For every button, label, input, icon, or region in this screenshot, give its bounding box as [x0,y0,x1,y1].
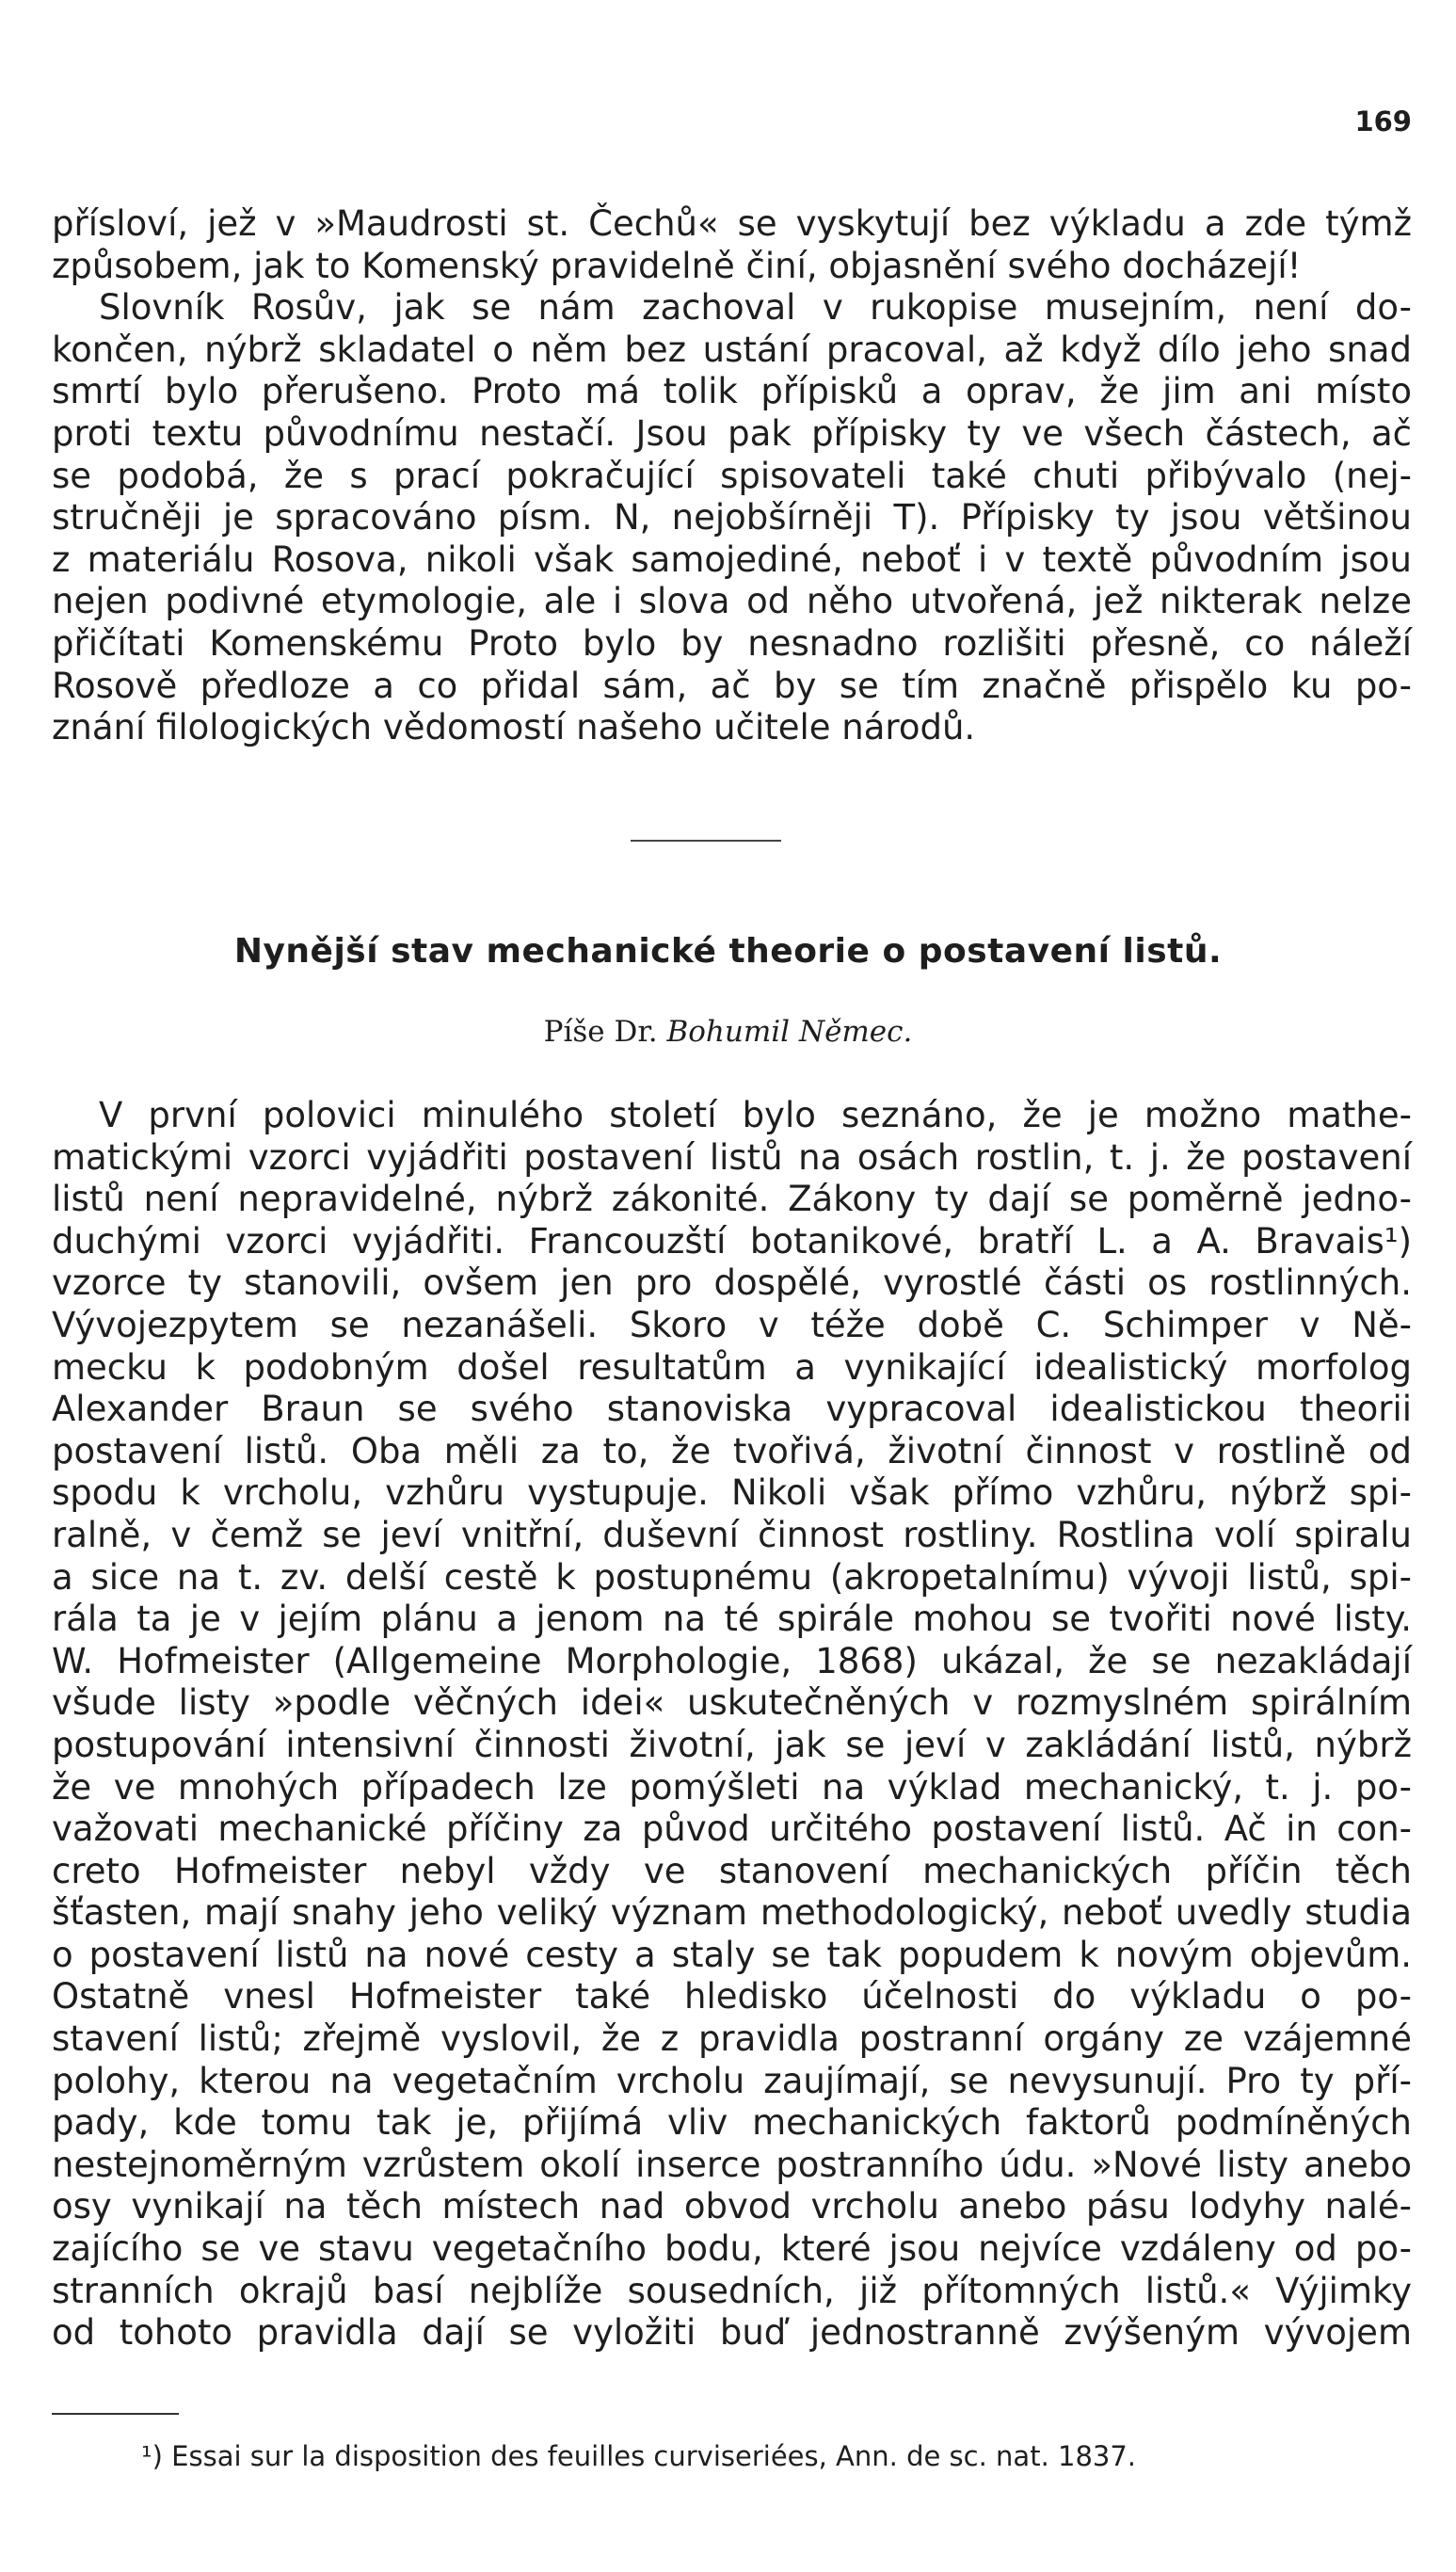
text-line: smrtí bylo přerušeno. Proto má tolik přípisků a oprav, že jim ani místo [52,371,1412,412]
text-line: nejen podivné etymologie, ale i slova od něho utvořená, jež nikterak nelze [52,581,1412,622]
text-line: Vývojezpytem se nezanášeli. Skoro v téže době C. Schimper v Ně- [52,1304,1412,1345]
text-line: stranních okrajů basí nejblíže sousedních, již přítomných listů.« Výjimky [52,2270,1412,2311]
text-line: se podobá, že s prací pokračující spisovateli také chuti přibývalo (nej- [52,455,1412,496]
text-line: všude listy »podle věčných idei« uskutečněných v rozmyslném spirálním [52,1682,1412,1724]
text-line: creto Hofmeister nebyl vždy ve stanovení mechanických příčin těch [52,1850,1412,1891]
text-line: postupování intensivní činnosti životní, jak se jeví v zakládání listů, nýbrž [52,1724,1412,1765]
text-line: vzorce ty stanovili, ovšem jen pro dospělé, vyrostlé části os rostlinných. [52,1262,1412,1304]
text-line: listů není nepravidelné, nýbrž zákonité. Zákony ty dají se poměrně jedno- [52,1179,1412,1220]
page-number: 169 [1354,105,1412,137]
text-line: polohy, kterou na vegetačním vrcholu zaujímají, se nevysunují. Pro ty pří- [52,2060,1412,2101]
text-line: končen, nýbrž skladatel o něm bez ustání pracoval, až když dílo jeho snad [52,329,1412,370]
text-line: že ve mnohých případech lze pomýšleti na výklad mechanický, t. j. po- [52,1766,1412,1808]
text-line: nestejnoměrným vzrůstem okolí inserce postranního údu. »Nové listy anebo [52,2144,1412,2185]
text-line: mecku k podobným došel resultatům a vynikající idealistický morfolog [52,1346,1412,1388]
text-line: stavení listů; zřejmě vyslovil, že z pravidla postranní orgány ze vzájemné [52,2018,1412,2060]
text-line: znání filologických vědomostí našeho učitele národů. [52,707,976,748]
footnote-rule [52,2413,179,2415]
article-title: Nynější stav mechanické theorie o postavení listů. [233,932,1223,971]
article-body [52,1095,1412,2355]
intro-paragraph [52,203,1412,749]
text-line: proti textu původnímu nestačí. Jsou pak přípisky ty ve všech částech, ač [52,412,1412,454]
text-line: Slovník Rosův, jak se nám zachoval v rukopise musejním, není do- [99,287,1412,329]
text-line: zajícího se ve stavu vegetačního bodu, které jsou nejvíce vzdáleny od po- [52,2228,1412,2270]
text-line: stručněji je spracováno písm. N, nejobšírněji T). Přípisky ty jsou většinou [52,497,1412,539]
text-line: ralně, v čemž se jeví vnitřní, duševní činnost rostliny. Rostlina volí spiralu [52,1514,1412,1555]
text-line: matickými vzorci vyjádřiti postavení listů na osách rostlin, t. j. že postavení [52,1136,1412,1178]
text-line: a sice na t. zv. delší cestě k postupnému (akropetalnímu) vývoji listů, spi- [52,1556,1412,1598]
byline [0,1015,1456,1049]
section-separator [631,840,781,842]
text-line: V první polovici minulého století bylo seznáno, že je možno mathe- [99,1095,1412,1135]
text-line: osy vynikají na těch místech nad obvod vrcholu anebo pásu lodyhy nalé- [52,2186,1412,2227]
footnote: ¹) Essai sur la disposition des feuilles curviseriées, Ann. de sc. nat. 1837. [141,2440,1137,2472]
text-line: způsobem, jak to Komenský pravidelně činí, objasnění svého docházejí! [52,245,1302,286]
text-line: W. Hofmeister (Allgemeine Morphologie, 1868) ukázal, že se nezakládají [52,1640,1412,1681]
text-line: rála ta je v jejím plánu a jenom na té spirále mohou se tvořiti nové listy. [52,1599,1412,1640]
text-line: od tohoto pravidla dají se vyložiti buď jednostranně zvýšeným vývojem [52,2312,1412,2354]
text-line: pady, kde tomu tak je, přijímá vliv mechanických faktorů podmíněných [52,2102,1412,2144]
text-line: přísloví, jež v »Maudrosti st. Čechů« se vyskytují bez výkladu a zde týmž [52,203,1412,244]
intro-text [52,203,1412,749]
text-line: postavení listů. Oba měli za to, že tvořivá, životní činnost v rostlině od [52,1430,1412,1471]
body-text [52,1095,1412,2355]
text-line: Rosově předloze a co přidal sám, ač by se tím značně přispělo ku po- [52,665,1412,706]
text-line: přičítati Komenskému Proto bylo by nesnadno rozlišiti přesně, co náleží [52,622,1412,664]
text-line: važovati mechanické příčiny za původ určitého postavení listů. Ač in con- [52,1808,1412,1850]
text-line: spodu k vrcholu, vzhůru vystupuje. Nikoli však přímo vzhůru, nýbrž spi- [52,1472,1412,1514]
text-line: šťasten, mají snahy jeho veliký význam methodologický, neboť uvedly studia [52,1892,1412,1934]
author-name: Bohumil Němec. [666,1015,913,1049]
text-line: o postavení listů na nové cesty a staly se tak popudem k novým objevům. [52,1934,1412,1975]
text-line: z materiálu Rosova, nikoli však samojediné, neboť i v textě původním jsou [52,539,1412,580]
text-line: duchými vzorci vyjádřiti. Francouzští botanikové, bratří L. a A. Bravais¹) [52,1220,1412,1262]
byline-prefix: Píše Dr. [543,1015,658,1049]
text-line: Alexander Braun se svého stanoviska vypracoval idealistickou theorii [52,1389,1412,1430]
text-line: Ostatně vnesl Hofmeister také hledisko účelnosti do výkladu o po- [52,1976,1412,2017]
